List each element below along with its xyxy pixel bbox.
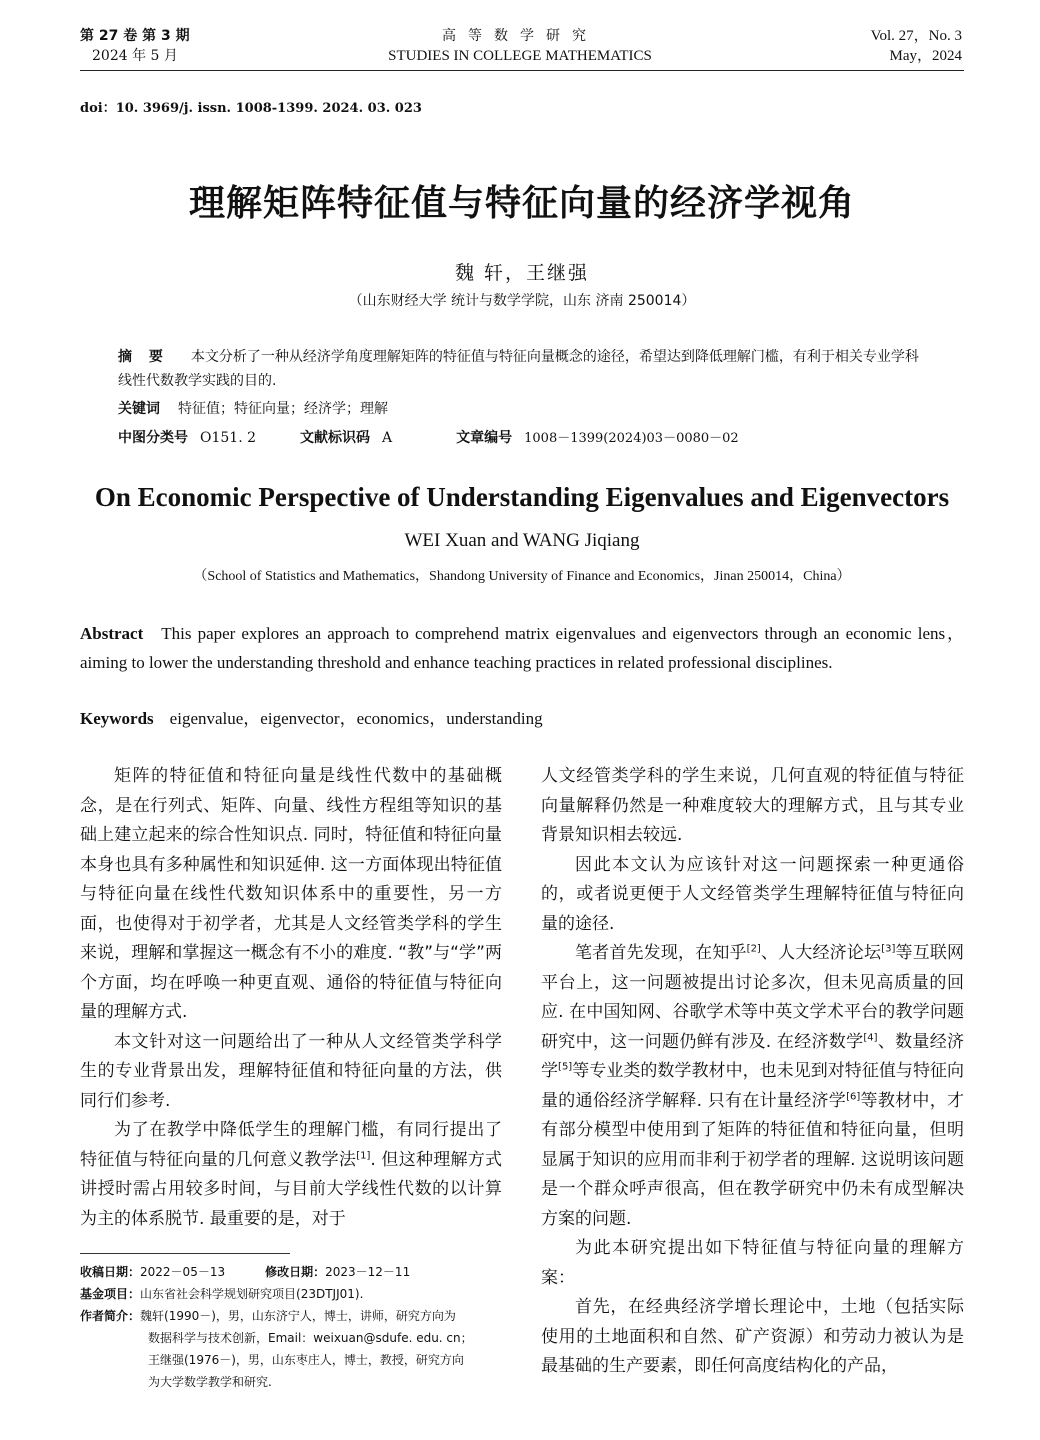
volume-issue: 第 27 卷 第 3 期 [80,28,190,44]
fund-info [80,1283,510,1305]
body-paragraph: 矩阵的特征值和特征向量是线性代数中的基础概念，是在行列式、矩阵、向量、线性方程组等知识的基础上建立起来的综合性知识点. 同时，特征值和特征向量本身也具有多种属性和知识延伸. 这一方面体现出特征值与特征向量在线性代数知识体系中的重要性，另一方面，也使得对于初学者，尤其是人文经管类学科的学生来说，理解和掌握这一概念有不小的难度. “教”与“学”两个方面，均在呼唤一种更直观、通俗的特征值与特征向量的理解方式. [80,766,502,1022]
body-column-left [80,762,502,1234]
body-text: 等专业类的数学教材中，也未见到对特征值与特征向量的通俗经济学解释. 只有在计量经济学 [541,1061,965,1111]
body-paragraph: 本文针对这一问题给出了一种从人文经管类学科学生的专业背景出发，理解特征值和特征向量的方法，供同行们参考. [80,1031,502,1111]
received-label: 收稿日期： [80,1265,141,1279]
body-paragraph: 因此本文认为应该针对这一问题探索一种更通俗的，或者说更便于人文经管类学生理解特征值与特征向量的途径. [541,854,964,934]
header-rule [80,70,964,71]
journal-name-en: STUDIES IN COLLEGE MATHEMATICS [388,48,652,64]
keywords-cn-text: 特征值；特征向量；经济学；理解 [178,401,388,417]
issue-date-cn: 2024 年 5 月 [92,48,178,64]
authors-cn: 魏 轩，王继强 [454,262,590,284]
body-text: 、人大经济论坛 [760,943,882,963]
paper-title-cn: 理解矩阵特征值与特征向量的经济学视角 [188,183,855,224]
body-paragraph: 人文经管类学科的学生来说，几何直观的特征值与特征向量解释仍然是一种难度较大的理解方式，且与其专业背景知识相去较远. [541,766,964,845]
body-text: 、数量经济学 [541,1031,965,1081]
citation-ref[interactable]: [4] [863,1031,878,1043]
body-text: . 但这种理解方式讲授时需占用较多时间，与目前大学线性代数的以计算为主的体系脱节. 最重要的是，对于 [80,1149,502,1229]
clc-value: O151. 2 [200,430,257,446]
bio-line: 为大学数学教学和研究. [148,1375,272,1389]
keywords-cn [118,397,928,421]
body-column-right [541,762,964,1382]
revised-label: 修改日期： [265,1265,326,1279]
bio-line: 王继强(1976－)，男，山东枣庄人，博士，教授，研究方向 [148,1353,464,1367]
body-paragraph: 首先，在经典经济学增长理论中，土地（包括实际使用的土地面积和自然、矿产资源）和劳动力被认为是最基础的生产要素，即任何高度结构化的产品， [541,1297,964,1376]
fund-label: 基金项目： [80,1287,141,1301]
body-text: 笔者首先发现，在知乎 [575,943,747,963]
bio-label: 作者简介： [80,1309,141,1323]
received-dates [80,1261,510,1283]
body-paragraph: 为此本研究提出如下特征值与特征向量的理解方案： [541,1238,964,1288]
abstract-en [80,619,964,677]
citation-ref[interactable]: [5] [558,1061,573,1073]
received-date: 2022－05－13 [140,1265,226,1279]
journal-issue-info-en [871,26,962,66]
body-text: 为了在教学中降低学生的理解门槛，有同行提出了特征值与特征向量的几何意义教学法 [80,1120,502,1170]
citation-ref[interactable]: [6] [846,1090,861,1102]
doi[interactable]: doi：10. 3969/j. issn. 1008-1399. 2024. 03. 023 [80,101,422,116]
article-number-value: 1008－1399(2024)03－0080－02 [524,431,739,446]
keywords-en [80,706,964,732]
abstract-en-text: This paper explores an approach to comprehend matrix eigenvalues and eigenvectors through an economic lens，aiming to lower the understanding threshold and enhance teaching practices in related professional disciplines. [80,624,964,672]
citation-ref[interactable]: [3] [881,943,896,955]
body-paragraph [80,1116,502,1234]
abstract-cn-label: 摘 要 [118,349,169,365]
keywords-en-text: eigenvalue，eigenvector，economics，understanding [169,709,543,728]
bio-line: 魏轩(1990－)，男，山东济宁人，博士，讲师，研究方向为 [140,1309,456,1323]
footnotes [80,1261,510,1393]
revised-date: 2023－12－11 [325,1265,411,1279]
paper-title-en: On Economic Perspective of Understanding Eigenvalues and Eigenvectors [94,482,950,512]
article-number-label: 文章编号 [456,430,513,446]
doc-code-value: A [382,430,393,446]
affiliation-cn: （山东财经大学 统计与数学学院，山东 济南 250014） [348,293,696,309]
journal-name-cn: 高等数学研究 [442,28,598,44]
journal-name [300,26,740,66]
citation-ref[interactable]: [2] [746,943,761,955]
body-paragraph [541,939,964,1234]
author-bio [80,1305,510,1327]
authors-en: WEI Xuan and WANG Jiqiang [404,530,640,551]
body-text: 等互联网平台上，这一问题被提出讨论多次，但未见高质量的回应. 在中国知网、谷歌学术等中英文学术平台的教学问题研究中，这一问题仍鲜有涉及. 在经济数学 [541,943,965,1052]
keywords-cn-label: 关键词 [118,401,160,417]
bio-line: 数据科学与技术创新，Email：weixuan@sdufe. edu. cn； [148,1331,473,1345]
keywords-en-label: Keywords [80,709,154,728]
volume-issue-en: Vol. 27，No. 3 [870,28,962,44]
issue-date-en: May，2024 [889,48,962,64]
journal-issue-info [80,26,190,66]
doc-code-label: 文献标识码 [300,430,371,446]
fund-text: 山东省社会科学规划研究项目(23DTJJ01). [140,1287,364,1301]
classification-row [118,426,928,451]
citation-ref[interactable]: [1] [356,1149,371,1161]
footnote-rule [80,1253,290,1254]
clc-label: 中图分类号 [118,430,188,446]
affiliation-en: （School of Statistics and Mathematics，Shandong University of Finance and Economics，Jinan 250014，China） [193,569,851,584]
abstract-en-label: Abstract [80,624,144,643]
body-text: 等教材中，才有部分模型中使用到了矩阵的特征值和特征向量，但明显属于知识的应用而非利于初学者的理解. 这说明该问题是一个群众呼声很高，但在教学研究中仍未有成型解决方案的问题. [541,1090,965,1229]
abstract-cn [118,345,928,393]
abstract-cn-text: 本文分析了一种从经济学角度理解矩阵的特征值与特征向量概念的途径，希望达到降低理解门槛，有利于相关专业学科线性代数教学实践的目的. [118,349,919,389]
